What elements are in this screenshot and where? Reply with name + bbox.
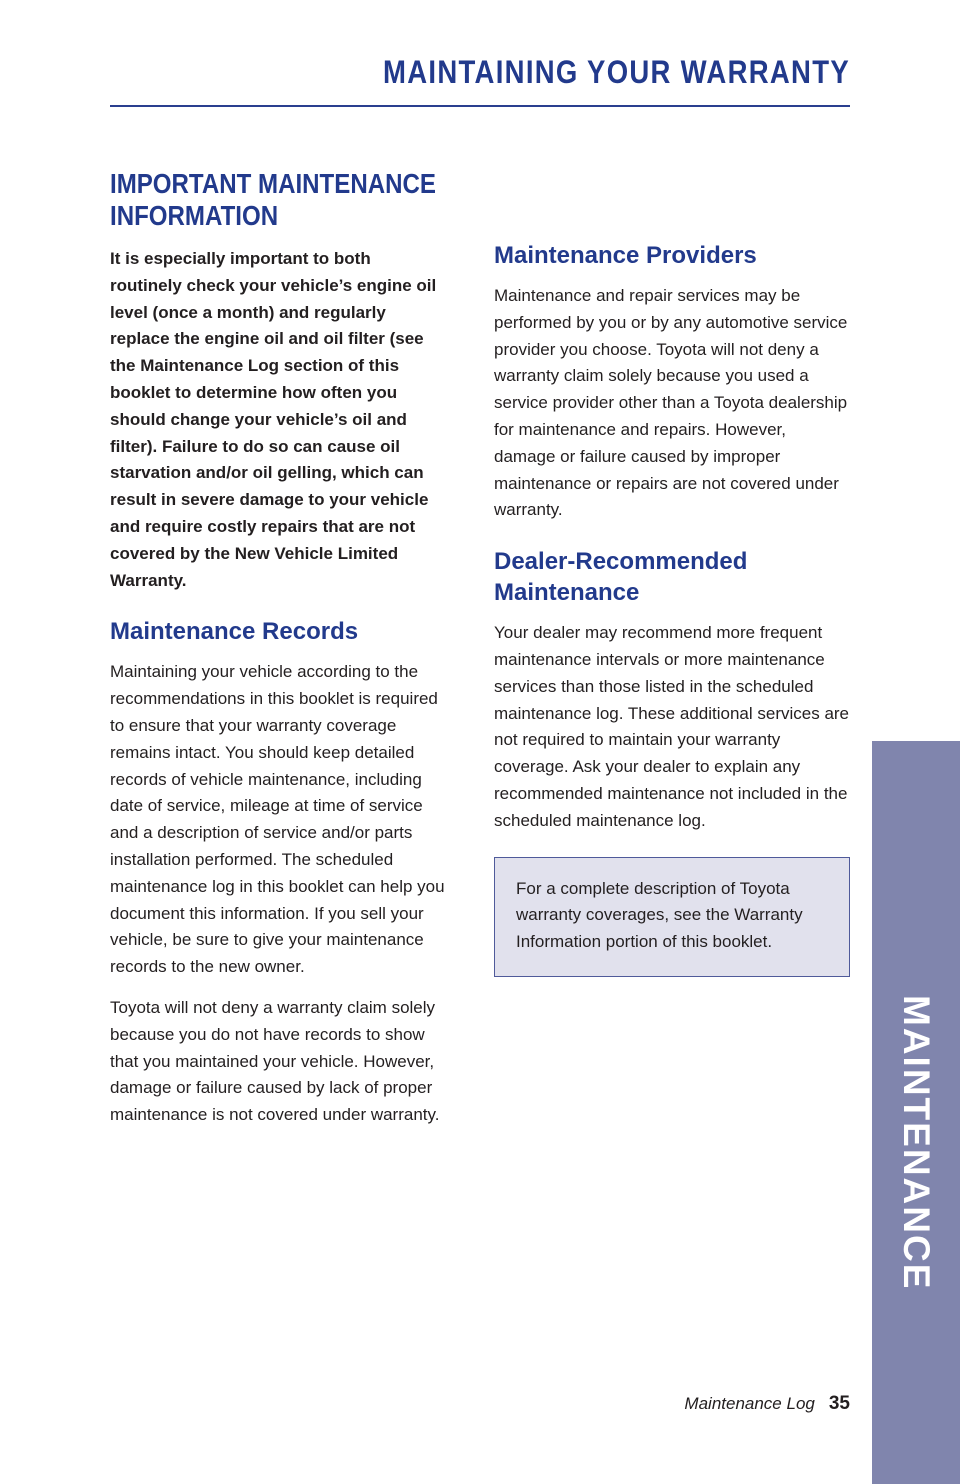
heading-line-2: INFORMATION xyxy=(110,200,279,231)
left-column xyxy=(110,168,445,1143)
page-footer xyxy=(684,1393,850,1415)
dealer-heading-line-1: Dealer-Recommended xyxy=(494,548,748,576)
warranty-note-text: For a complete description of Toyota warranty coverages, see the Warranty Information portion of this booklet. xyxy=(516,878,803,952)
section-side-tab xyxy=(872,741,960,1484)
dealer-recommended-paragraph: Your dealer may recommend more frequent maintenance intervals or more maintenance services than those listed in the scheduled maintenance log. These additional services are not required to maintain your warranty coverage. Ask your dealer to explain any recommended maintenance not included in the scheduled maintenance log. xyxy=(494,623,850,830)
right-column xyxy=(494,240,850,977)
footer-section-name: Maintenance Log xyxy=(684,1394,815,1413)
heading-line-1: IMPORTANT MAINTENANCE xyxy=(110,168,436,199)
maintenance-records-paragraph-2: Toyota will not deny a warranty claim solely because you do not have records to show that you maintained your vehicle. However, damage or failure caused by lack of proper maintenance is not covered under warranty. xyxy=(110,997,440,1125)
maintenance-records-paragraph-1: Maintaining your vehicle according to the recommendations in this booklet is required to ensure that your warranty coverage remains intact. You should keep detailed records of vehicle maintenance, including date of service, mileage at time of service and a description of service and/or parts installation performed. The scheduled maintenance log in this booklet can help you document this information. If you sell your vehicle, be sure to give your maintenance records to the new owner. xyxy=(110,662,445,977)
page-number: 35 xyxy=(828,1393,850,1414)
section-side-tab-label: MAINTENANCE xyxy=(896,995,937,1291)
dealer-heading-line-2: Maintenance xyxy=(494,579,640,607)
maintenance-providers-paragraph: Maintenance and repair services may be performed by you or by any automotive service provider you choose. Toyota will not deny a warranty claim solely because you used a service provider other than a Toyota dealership for maintenance and repairs. However, damage or failure caused by improper maintenance or repairs are not covered under warranty. xyxy=(494,286,848,520)
maintenance-records-heading: Maintenance Records xyxy=(110,618,359,646)
important-maintenance-text: It is especially important to both routinely check your vehicle’s engine oil level (once a month) and regularly replace the engine oil and oil filter (see the Maintenance Log section of this booklet to determine how often you should change your vehicle’s oil and filter). Failure to do so can cause oil starvation and/or oil gelling, which can result in severe damage to your vehicle and require costly repairs that are not covered by the New Vehicle Limited Warranty. xyxy=(110,249,437,590)
warranty-note-box xyxy=(494,857,850,977)
important-maintenance-heading xyxy=(110,168,444,232)
maintenance-providers-heading: Maintenance Providers xyxy=(494,242,757,269)
dealer-recommended-heading xyxy=(494,546,850,608)
page-header-title: MAINTAINING YOUR WARRANTY xyxy=(383,54,850,90)
header-divider xyxy=(110,105,850,107)
